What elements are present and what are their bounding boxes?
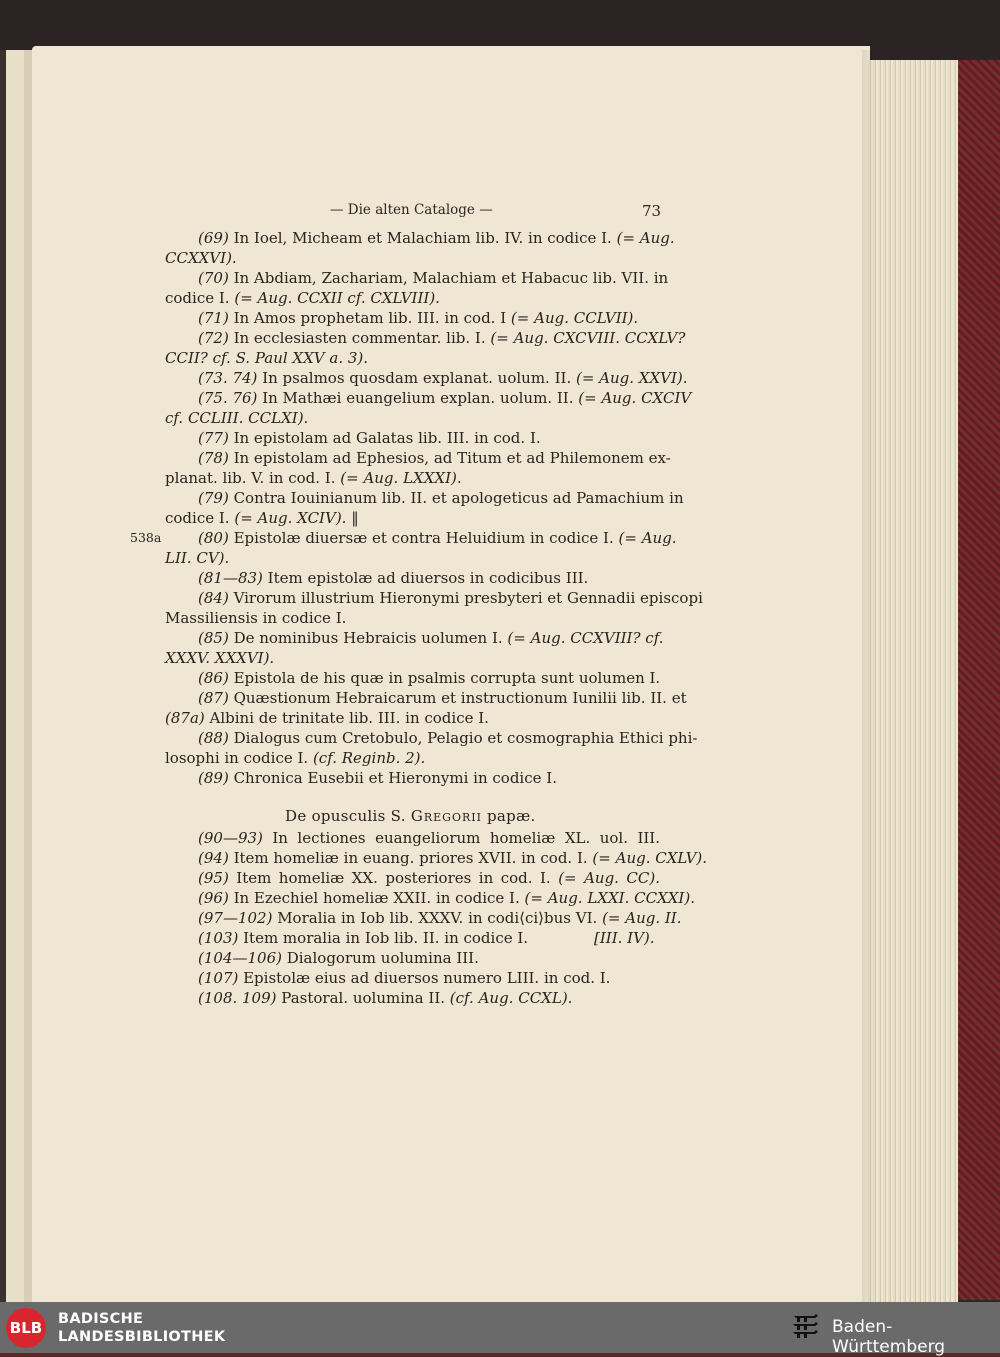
line-text bbox=[198, 969, 610, 987]
text-line bbox=[0, 229, 1000, 249]
text-segment: codice I. bbox=[165, 509, 235, 527]
italic-segment: (86) bbox=[198, 669, 229, 687]
text-line bbox=[0, 549, 1000, 569]
italic-segment: (= Aug. CC). bbox=[558, 869, 660, 887]
italic-segment: (95) bbox=[198, 869, 229, 887]
text-segment: Epistola de his quæ in psalmis corrupta sunt uolumen I. bbox=[228, 669, 661, 687]
line-text bbox=[198, 829, 660, 847]
text-line bbox=[0, 469, 1000, 489]
text-segment: In epistolam ad Galatas lib. III. in cod. I. bbox=[228, 429, 541, 447]
text-segment: In ecclesiasten commentar. lib. I. bbox=[228, 329, 491, 347]
italic-segment: (= Aug. CCXII cf. CXLVIII). bbox=[234, 289, 440, 307]
text-line bbox=[0, 629, 1000, 649]
italic-segment: (73. 74) bbox=[198, 369, 258, 387]
text-segment: Dialogus cum Cretobulo, Pelagio et cosmographia Ethici phi- bbox=[228, 729, 698, 747]
line-text bbox=[198, 389, 692, 407]
line-text bbox=[198, 529, 677, 547]
line-text bbox=[198, 269, 669, 287]
line-text bbox=[198, 689, 687, 707]
italic-segment: cf. CCLIII. CCLXI). bbox=[165, 409, 309, 427]
line-text bbox=[198, 869, 660, 887]
text-segment: Item homeliæ in euang. priores XVII. in cod. I. bbox=[228, 849, 593, 867]
italic-segment: (96) bbox=[198, 889, 229, 907]
line-text bbox=[198, 769, 557, 787]
italic-segment: (75. 76) bbox=[198, 389, 258, 407]
state-name[interactable]: Baden-Württemberg bbox=[832, 1317, 946, 1357]
line-text bbox=[198, 569, 588, 587]
text-segment: Virorum illustrium Hieronymi presbyteri et Gennadii episcopi bbox=[228, 589, 703, 607]
line-text bbox=[165, 469, 462, 487]
text-segment: codice I. bbox=[165, 289, 235, 307]
line-text bbox=[198, 929, 528, 947]
text-line bbox=[0, 369, 1000, 389]
text-segment: In Abdiam, Zachariam, Malachiam et Habacuc lib. VII. in bbox=[228, 269, 669, 287]
text-line bbox=[0, 769, 1000, 789]
text-line bbox=[0, 269, 1000, 289]
italic-segment: (= Aug. CXCIV bbox=[578, 389, 692, 407]
italic-segment: (89) bbox=[198, 769, 229, 787]
italic-segment: (107) bbox=[198, 969, 239, 987]
text-segment: Contra Iouinianum lib. II. et apologeticus ad Pamachium in bbox=[228, 489, 684, 507]
italic-segment: (= Aug. LXXI. CCXXI). bbox=[524, 889, 695, 907]
continuation-ref: [III. IV). bbox=[594, 929, 655, 947]
text-segment: In lectiones euangeliorum homeliæ XL. uol. III. bbox=[262, 829, 660, 847]
line-text bbox=[165, 289, 440, 307]
italic-segment: (= Aug. II. bbox=[602, 909, 682, 927]
text-segment: Item moralia in Iob lib. II. in codice I. bbox=[238, 929, 529, 947]
line-text bbox=[198, 329, 686, 347]
italic-segment: (= Aug. bbox=[616, 229, 675, 247]
italic-segment: (71) bbox=[198, 309, 229, 327]
section-heading bbox=[285, 807, 536, 825]
text-line bbox=[0, 689, 1000, 709]
italic-segment: (104—106) bbox=[198, 949, 282, 967]
library-footer-bar bbox=[0, 1302, 1000, 1357]
line-text bbox=[198, 489, 684, 507]
text-segment: planat. lib. V. in cod. I. bbox=[165, 469, 341, 487]
text-segment: Pastoral. uolumina II. bbox=[276, 989, 450, 1007]
italic-segment: (88) bbox=[198, 729, 229, 747]
italic-segment: (108. 109) bbox=[198, 989, 277, 1007]
italic-segment: (= Aug. CXLV). bbox=[592, 849, 708, 867]
italic-segment: (84) bbox=[198, 589, 229, 607]
text-segment: In Ezechiel homeliæ XXII. in codice I. bbox=[228, 889, 525, 907]
line-text bbox=[198, 369, 688, 387]
text-segment: Epistolæ eius ad diuersos numero LIII. in cod. I. bbox=[238, 969, 611, 987]
blb-logo-icon[interactable]: BLB bbox=[6, 1308, 46, 1348]
text-line bbox=[0, 609, 1000, 629]
margin-note: 538a bbox=[130, 530, 162, 545]
line-text bbox=[198, 849, 708, 867]
italic-segment: (= Aug. CXCVIII. CCXLV? bbox=[490, 329, 686, 347]
text-line bbox=[0, 649, 1000, 669]
italic-segment: (70) bbox=[198, 269, 229, 287]
text-segment: Quæstionum Hebraicarum et instructionum Iunilii lib. II. et bbox=[228, 689, 687, 707]
line-text bbox=[165, 549, 229, 567]
text-segment: Chronica Eusebii et Hieronymi in codice I. bbox=[228, 769, 557, 787]
italic-segment: (77) bbox=[198, 429, 229, 447]
italic-segment: (69) bbox=[198, 229, 229, 247]
italic-segment: (= Aug. XXVI). bbox=[575, 369, 688, 387]
text-segment: Item homeliæ XX. posteriores in cod. I. bbox=[228, 869, 559, 887]
text-line bbox=[0, 449, 1000, 469]
text-line bbox=[0, 429, 1000, 449]
text-segment: Moralia in Iob lib. XXXV. in codi⟨ci⟩bus VI. bbox=[272, 909, 603, 927]
text-segment: In Mathæi euangelium explan. uolum. II. bbox=[257, 389, 579, 407]
line-text bbox=[165, 709, 489, 727]
text-line bbox=[0, 849, 1000, 869]
text-line bbox=[0, 569, 1000, 589]
italic-segment: (= Aug. XCIV). bbox=[234, 509, 347, 527]
italic-segment: (cf. Aug. CCXL). bbox=[449, 989, 573, 1007]
text-line bbox=[0, 389, 1000, 409]
italic-segment: (80) bbox=[198, 529, 229, 547]
running-head: — Die alten Cataloge — bbox=[330, 202, 493, 218]
italic-segment: (87) bbox=[198, 689, 229, 707]
italic-segment: (72) bbox=[198, 329, 229, 347]
italic-segment: CCXXVI). bbox=[165, 249, 237, 267]
text-line bbox=[0, 749, 1000, 769]
line-text bbox=[165, 749, 425, 767]
italic-segment: LII. CV). bbox=[165, 549, 230, 567]
text-line bbox=[0, 889, 1000, 909]
text-line bbox=[0, 509, 1000, 529]
line-text bbox=[165, 349, 368, 367]
text-segment: In psalmos quosdam explanat. uolum. II. bbox=[257, 369, 576, 387]
text-line bbox=[0, 829, 1000, 849]
italic-segment: XXXV. XXXVI). bbox=[165, 649, 275, 667]
text-segment: In Amos prophetam lib. III. in cod. I bbox=[228, 309, 511, 327]
line-text bbox=[198, 949, 479, 967]
text-segment: In epistolam ad Ephesios, ad Titum et ad Philemonem ex- bbox=[228, 449, 671, 467]
italic-segment: (78) bbox=[198, 449, 229, 467]
italic-segment: (= Aug. CCLVII). bbox=[510, 309, 639, 327]
text-line bbox=[0, 489, 1000, 509]
text-line bbox=[0, 709, 1000, 729]
line-text bbox=[165, 249, 237, 267]
text-line bbox=[0, 989, 1000, 1009]
italic-segment: (79) bbox=[198, 489, 229, 507]
italic-segment: (81—83) bbox=[198, 569, 263, 587]
italic-segment: (90—93) bbox=[198, 829, 263, 847]
line-text bbox=[198, 449, 671, 467]
text-line bbox=[0, 529, 1000, 549]
text-line bbox=[0, 589, 1000, 609]
line-text bbox=[198, 729, 698, 747]
text-segment: In Ioel, Micheam et Malachiam lib. IV. in codice I. bbox=[228, 229, 617, 247]
line-text bbox=[198, 889, 695, 907]
line-text bbox=[198, 429, 541, 447]
text-line bbox=[0, 929, 1000, 949]
text-segment: Dialogorum uolumina III. bbox=[281, 949, 479, 967]
italic-segment: CCII? cf. S. Paul XXV a. 3). bbox=[165, 349, 369, 367]
text-segment: losophi in codice I. bbox=[165, 749, 313, 767]
italic-segment: (103) bbox=[198, 929, 239, 947]
section-heading-name: Gregorii bbox=[410, 807, 482, 825]
text-line bbox=[0, 349, 1000, 369]
text-line bbox=[0, 729, 1000, 749]
line-text bbox=[198, 309, 638, 327]
line-text bbox=[198, 589, 703, 607]
italic-segment: (cf. Reginb. 2). bbox=[312, 749, 426, 767]
italic-segment: (= Aug. LXXXI). bbox=[340, 469, 462, 487]
line-text bbox=[165, 409, 308, 427]
text-line bbox=[0, 249, 1000, 269]
line-text bbox=[198, 669, 660, 687]
text-segment: ‖ bbox=[346, 509, 359, 527]
text-segment: De nominibus Hebraicis uolumen I. bbox=[228, 629, 508, 647]
text-line bbox=[0, 289, 1000, 309]
italic-segment: (85) bbox=[198, 629, 229, 647]
text-segment: Massiliensis in codice I. bbox=[165, 609, 347, 627]
text-segment: Albini de trinitate lib. III. in codice I. bbox=[204, 709, 489, 727]
line-text bbox=[165, 609, 346, 627]
line-text bbox=[165, 509, 359, 527]
line-text bbox=[198, 989, 572, 1007]
text-line bbox=[0, 969, 1000, 989]
text-segment: Item epistolæ ad diuersos in codicibus III. bbox=[262, 569, 589, 587]
text-line bbox=[0, 669, 1000, 689]
italic-segment: (97—102) bbox=[198, 909, 273, 927]
italic-segment: (= Aug. bbox=[618, 529, 677, 547]
line-text bbox=[198, 629, 664, 647]
italic-segment: (87a) bbox=[165, 709, 205, 727]
library-name-line2: LANDESBIBLIOTHEK bbox=[58, 1329, 226, 1345]
italic-segment: (94) bbox=[198, 849, 229, 867]
text-line bbox=[0, 309, 1000, 329]
italic-segment: (= Aug. CCXVIII? cf. bbox=[507, 629, 664, 647]
text-segment: Epistolæ diuersæ et contra Heluidium in codice I. bbox=[228, 529, 619, 547]
bw-lions-crest-icon bbox=[790, 1311, 822, 1343]
library-name[interactable] bbox=[58, 1310, 225, 1346]
text-line bbox=[0, 869, 1000, 889]
line-text bbox=[198, 909, 682, 927]
library-name-line1: BADISCHE bbox=[58, 1311, 144, 1327]
section-heading-post: papæ. bbox=[481, 807, 536, 825]
line-text bbox=[165, 649, 274, 667]
text-line bbox=[0, 329, 1000, 349]
text-line bbox=[0, 949, 1000, 969]
line-text bbox=[198, 229, 675, 247]
text-line bbox=[0, 909, 1000, 929]
text-line bbox=[0, 409, 1000, 429]
section-heading-pre: De opusculis S. bbox=[285, 807, 411, 825]
page-number: 73 bbox=[642, 202, 662, 220]
